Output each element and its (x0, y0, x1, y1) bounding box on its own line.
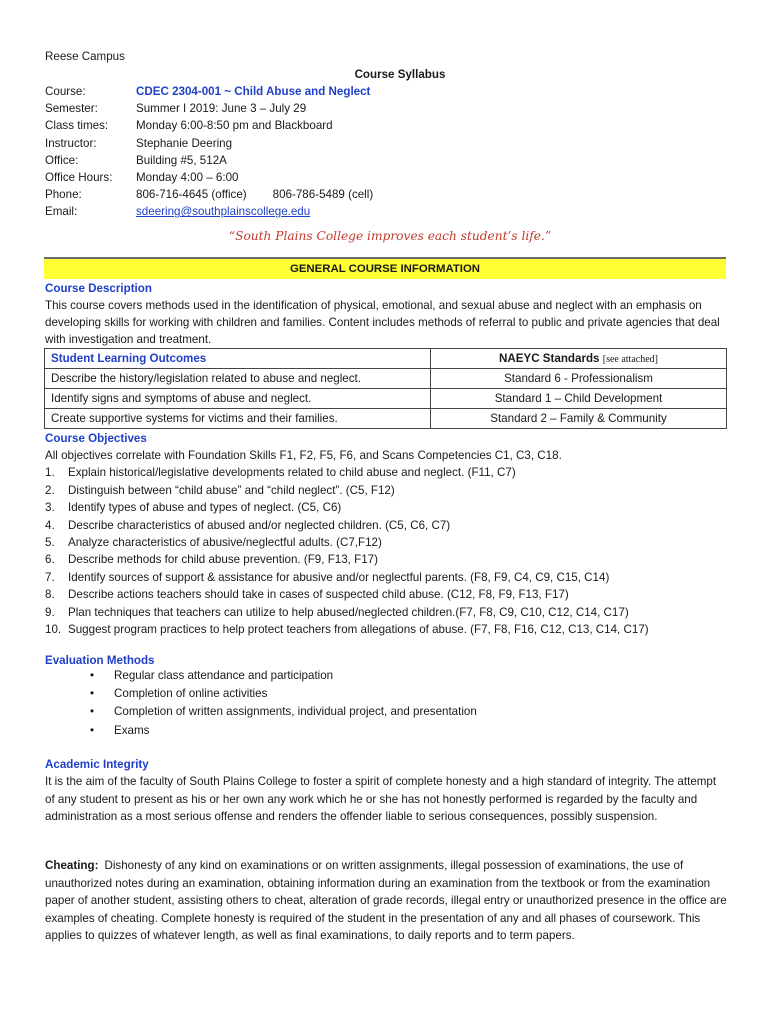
item-number: 10. (45, 622, 62, 636)
cheating-label: Cheating: (45, 859, 99, 872)
course-description-text: This course covers methods used in the identification of physical, emotional, and sexual abuse and neglect with an emphasis on developing skills for working with children and families. Content includes methods of referral to public and private agencies that deal with investigation and treatment. (45, 299, 720, 346)
item-text: Describe actions teachers should take in cases of suspected child abuse. (C12, F8, F9, F13, F17) (68, 588, 569, 602)
list-item (45, 482, 735, 499)
item-text: Distinguish between “child abuse” and “child neglect”. (C5, F12) (68, 483, 395, 497)
item-number: 9. (45, 605, 55, 619)
item-text: Plan techniques that teachers can utilize to help abused/neglected children.(F7, F8, C9, C10, C12, C14, C17) (68, 605, 629, 619)
academic-integrity-text: It is the aim of the faculty of South Plains College to foster a spirit of complete honesty and a high standard of integrity. The attempt of any student to present as his or her own any work which he or she has not honestly performed is regarded by the faculty and administration as a most serious offense and renders the offender liable to serious consequences, possibly suspension. (45, 775, 717, 824)
academic-integrity-heading: Academic Integrity (45, 758, 149, 771)
campus-name: Reese Campus (45, 50, 125, 63)
semester-row (45, 100, 373, 117)
class-times-label: Class times: (45, 119, 109, 133)
table-header-row (45, 349, 727, 369)
learning-outcomes-table (44, 348, 727, 429)
course-description-heading: Course Description (45, 282, 152, 295)
item-text: Completion of online activities (114, 687, 268, 701)
email-link[interactable]: sdeering@southplainscollege.edu (136, 205, 311, 219)
bullet-icon: • (90, 687, 95, 701)
standards-header (431, 349, 727, 369)
office-hours-row (45, 169, 373, 186)
page-title: Course Syllabus (354, 68, 446, 81)
objectives-list (45, 447, 735, 638)
instructor-value: Stephanie Deering (136, 136, 233, 150)
list-item (45, 551, 735, 568)
item-text: Analyze characteristics of abusive/neglectful adults. (C7,F12) (68, 535, 382, 549)
email-label: Email: (45, 205, 78, 219)
course-info-block (45, 83, 373, 221)
course-label: Course: (45, 85, 86, 98)
item-text: Describe methods for child abuse prevention. (F9, F13, F17) (68, 553, 378, 567)
course-title: CDEC 2304-001 ~ Child Abuse and Neglect (136, 85, 371, 98)
item-text: Identify sources of support & assistance for abusive and/or neglectful parents. (F8, F9, C4, C9, C15, C14) (68, 570, 610, 584)
list-item (45, 499, 735, 516)
outcome-cell: Create supportive systems for victims and their families. (45, 409, 431, 429)
bullet-icon: • (90, 705, 95, 719)
office-value: Building #5, 512A (136, 153, 227, 167)
outcomes-header: Student Learning Outcomes (45, 349, 431, 369)
phone-office: 806-716-4645 (office) (136, 188, 247, 202)
instructor-row (45, 135, 373, 152)
office-label: Office: (45, 153, 79, 167)
list-item (90, 685, 477, 703)
office-hours-value: Monday 4:00 – 6:00 (136, 170, 239, 184)
outcome-cell: Describe the history/legislation related to abuse and neglect. (45, 369, 431, 389)
item-number: 5. (45, 535, 55, 549)
list-item (45, 534, 735, 551)
item-text: Identify types of abuse and types of neglect. (C5, C6) (68, 501, 342, 515)
email-row (45, 203, 373, 220)
table-row (45, 409, 727, 429)
table-row (45, 389, 727, 409)
list-item (45, 604, 735, 621)
item-number: 4. (45, 518, 55, 532)
item-number: 3. (45, 501, 55, 515)
cheating-text: Dishonesty of any kind on examinations or on written assignments, illegal possession of examinations, the use of unauthorized notes during an examination, obtaining information during an examination from the textbook or from the examination paper of another student, assisting others to cheat, alteration of grade records, illegal entry or unauthorized presence in the office are examples of cheating. Complete honesty is required of the student in the presentation of any and all phases of coursework. This applies to quizzes of whatever length, as well as final examinations, to daily reports and to term papers. (45, 859, 727, 943)
list-item (90, 703, 477, 721)
class-times-row (45, 117, 373, 134)
standard-cell: Standard 2 – Family & Community (431, 409, 727, 429)
course-row (45, 83, 373, 100)
item-number: 7. (45, 570, 55, 584)
evaluation-methods-list (90, 667, 477, 740)
item-text: Describe characteristics of abused and/or neglected children. (C5, C6, C7) (68, 518, 451, 532)
objectives-intro: All objectives correlate with Foundation Skills F1, F2, F5, F6, and Scans Competencies C1, C3, C18. (45, 449, 562, 462)
standard-cell: Standard 6 - Professionalism (431, 369, 727, 389)
semester-label: Semester: (45, 102, 98, 116)
course-objectives-heading: Course Objectives (45, 432, 147, 445)
office-hours-label: Office Hours: (45, 170, 113, 184)
item-number: 8. (45, 588, 55, 602)
item-number: 2. (45, 483, 55, 497)
bullet-icon: • (90, 669, 95, 682)
table-row (45, 369, 727, 389)
evaluation-methods-heading: Evaluation Methods (45, 654, 155, 667)
phone-cell: 806-786-5489 (cell) (272, 188, 374, 202)
list-item (45, 621, 735, 638)
class-times-value: Monday 6:00-8:50 pm and Blackboard (136, 119, 333, 133)
item-text: Exams (114, 723, 150, 737)
college-motto: “South Plains College improves each student’s life.” (228, 229, 552, 243)
standards-header-label: NAEYC Standards (499, 351, 600, 365)
cheating-paragraph (45, 857, 727, 945)
list-item (45, 586, 735, 603)
section-banner: GENERAL COURSE INFORMATION (44, 257, 726, 279)
list-item (45, 569, 735, 586)
office-row (45, 152, 373, 169)
phone-label: Phone: (45, 188, 82, 202)
list-item (45, 464, 735, 481)
item-number: 6. (45, 553, 55, 567)
list-item (45, 517, 735, 534)
phone-row (45, 186, 373, 203)
list-item (90, 722, 477, 740)
item-number: 1. (45, 466, 55, 480)
item-text: Regular class attendance and participation (114, 669, 334, 682)
standard-cell: Standard 1 – Child Development (431, 389, 727, 409)
list-item (90, 667, 477, 685)
instructor-label: Instructor: (45, 136, 97, 150)
item-text: Explain historical/legislative developments related to child abuse and neglect. (F11, C7) (68, 466, 516, 480)
standards-header-note: [see attached] (602, 353, 658, 365)
item-text: Completion of written assignments, individual project, and presentation (114, 705, 477, 719)
bullet-icon: • (90, 723, 95, 737)
semester-value: Summer I 2019: June 3 – July 29 (136, 102, 307, 116)
outcome-cell: Identify signs and symptoms of abuse and neglect. (45, 389, 431, 409)
item-text: Suggest program practices to help protect teachers from allegations of abuse. (F7, F8, F16, C12, C13, C14, C17) (68, 622, 649, 636)
